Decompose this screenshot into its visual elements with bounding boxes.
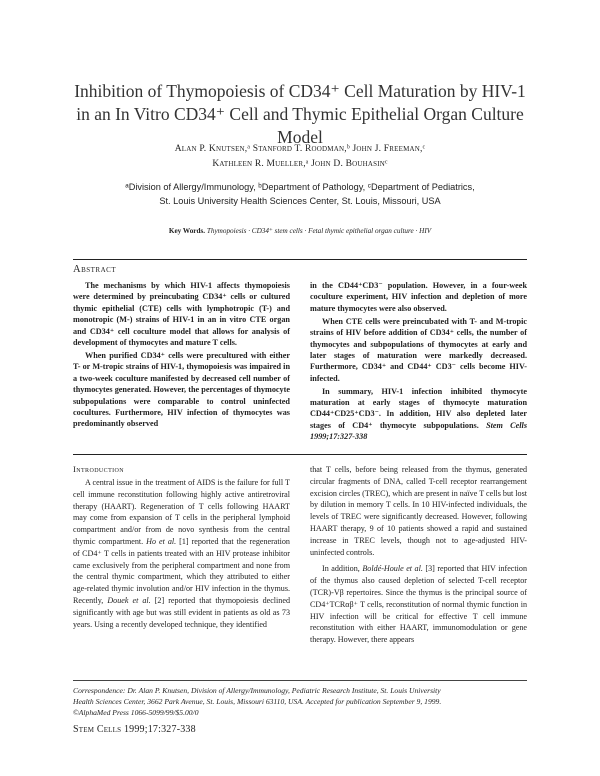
copyright-line: ©AlphaMed Press 1066-5099/99/$5.00/0 xyxy=(73,707,199,717)
affiliations xyxy=(60,181,540,208)
authors-line-2: Kathleen R. Mueller,ᵃ John D. Bouhasinᶜ xyxy=(212,159,388,169)
intro-text: [3] reported that HIV infection of the thymus also caused depletion of selected T-cell receptor (TCR)-Vβ repertoires. Since the thymus is the principal source of CD4⁺TCRαβ⁺ T cells, reconstitution of normal thymic function in HIV infection will be critical for effective T cell immune reconstitution with either HAART, immunomodulation or gene therapy. However, there appears xyxy=(310,564,527,645)
author-list xyxy=(60,142,540,172)
intro-left-column xyxy=(73,477,290,630)
intro-paragraph: that T cells, before being released from the thymus, generated circular fragments of DNA, called T-cell receptor rearrangement excision circles (TREC), which are present in naïve T cells but lost by dilution in memory T cells. In 10 HIV-infected individuals, the levels of TREC were significantly decreased. However, following HAART therapy, 9 of 10 patients showed a rapid and sustained increase in TREC levels, though not to age-adjusted HIV-uninfected controls. xyxy=(310,465,527,557)
intro-paragraph xyxy=(310,563,527,646)
correspondence-note xyxy=(73,686,533,718)
intro-text: [2] reported that thymopoiesis declined significantly with age but was still evident in patients as old as 73 years. Using a recently developed technique, they identified xyxy=(73,595,290,629)
authors-line-1: Alan P. Knutsen,ᵃ Stanford T. Roodman,ᵇ John J. Freeman,ᶜ xyxy=(174,144,426,154)
abstract-citation: Stem Cells 1999;17:327-338 xyxy=(310,420,528,442)
abstract-right-column xyxy=(310,280,527,443)
abstract-paragraph: When purified CD34⁺ cells were precultured with either T- or M-tropic strains of HIV-1, thymopoiesis was impaired in a two-week coculture manifested by decreased cell number of thymocytes generated. However, the percentages of thymocyte subpopulations were comparable to control uninfected cocultures. Furthermore, HIV infection of thymocytes was predominantly observed xyxy=(73,350,290,429)
intro-text: A central issue in the treatment of AIDS is the failure for full T cell immune reconstitution following highly active antiretroviral therapy (HAART). Regeneration of T cells following HAART may come from expansion of T cells in the peripheral lymphoid compartment and/or from de novo synthesis from the central thymic compartment. xyxy=(73,478,290,546)
intro-paragraph xyxy=(73,477,290,630)
keywords-label: Key Words. xyxy=(168,227,206,235)
paper-title xyxy=(60,80,540,149)
abstract-paragraph xyxy=(310,386,527,443)
abstract-paragraph: in the CD44⁺CD3⁻ population. However, in a four-week coculture experiment, HIV infection and depletion of more mature thymocytes were also observed. xyxy=(310,281,527,313)
citation-author: Boldé-Houle et al. xyxy=(362,564,423,574)
title-line-2: in an In Vitro CD34⁺ Cell and Thymic Epithelial Organ Culture Model xyxy=(76,104,524,147)
keywords-text: Thymopoiesis · CD34⁺ stem cells · Fetal thymic epithelial organ culture · HIV xyxy=(206,227,432,235)
abstract-top-rule xyxy=(73,259,527,260)
citation-author: Ho et al. xyxy=(146,536,177,546)
intro-text: In addition, xyxy=(322,564,360,574)
abstract-left-column xyxy=(73,280,290,430)
title-line-1: Inhibition of Thymopoiesis of CD34⁺ Cell Maturation by HIV-1 xyxy=(74,81,526,101)
keywords xyxy=(60,226,540,235)
journal-details: 1999;17:327-338 xyxy=(123,724,196,735)
intro-text: [1] reported that the regeneration of CD4⁺ T cells in patients treated with an HIV protease inhibitor came exclusively from the peripheral compartment and none from the central thymic compartment, which they attributed to either age-related thymic involution and/or HIV infection in the thymus. Recently, xyxy=(73,536,290,605)
citation-author: Douek et al. xyxy=(107,595,151,605)
correspondence-line-1: Correspondence: Dr. Alan P. Knutsen, Division of Allergy/Immunology, Pediatric Research Institute, St. Louis University xyxy=(73,686,441,695)
abstract-paragraph: When CTE cells were preincubated with T- and M-tropic strains of HIV before addition of CD34⁺ cells, the number of thymocytes and subpopulations of thymocytes at early and later stages of maturation were markedly decreased. Furthermore, CD34⁺ and CD44⁺ CD3⁻ cells become HIV-infected. xyxy=(310,316,527,383)
affiliation-line-2: St. Louis University Health Sciences Center, St. Louis, Missouri, USA xyxy=(159,195,441,206)
abstract-heading: Abstract xyxy=(73,264,117,275)
abstract-paragraph: The mechanisms by which HIV-1 affects thymopoiesis were determined by preincubating CD34⁺ cells or cultured thymic epithelial (CTE) cells with lymphotropic (T-) and monotropic (M-) strains of HIV-1 in an in vitro CTE organ and CD34⁺ cell coculture model that allows for analysis of development of thymocytes and mature T cells. xyxy=(73,281,290,348)
introduction-heading: Introduction xyxy=(73,464,124,474)
correspondence-line-2: Health Sciences Center, 3662 Park Avenue, St. Louis, Missouri 63110, USA. Accepted for publication September 9, 1999. xyxy=(73,696,442,706)
journal-name: Stem Cells xyxy=(73,724,122,735)
abstract-bottom-rule xyxy=(73,454,527,455)
footnote-rule xyxy=(73,680,527,681)
intro-right-column xyxy=(310,464,527,646)
journal-footer xyxy=(73,724,196,735)
affiliation-line-1: ᵃDivision of Allergy/Immunology, ᵇDepartment of Pathology, ᶜDepartment of Pediatrics, xyxy=(125,182,475,192)
abstract-summary: In summary, HIV-1 infection inhibited thymocyte maturation at early stages of thymocyte maturation CD44⁺CD25⁺CD3⁻. In addition, HIV also depleted later stages of CD4⁺ thymocyte subpopulations. xyxy=(310,386,527,430)
